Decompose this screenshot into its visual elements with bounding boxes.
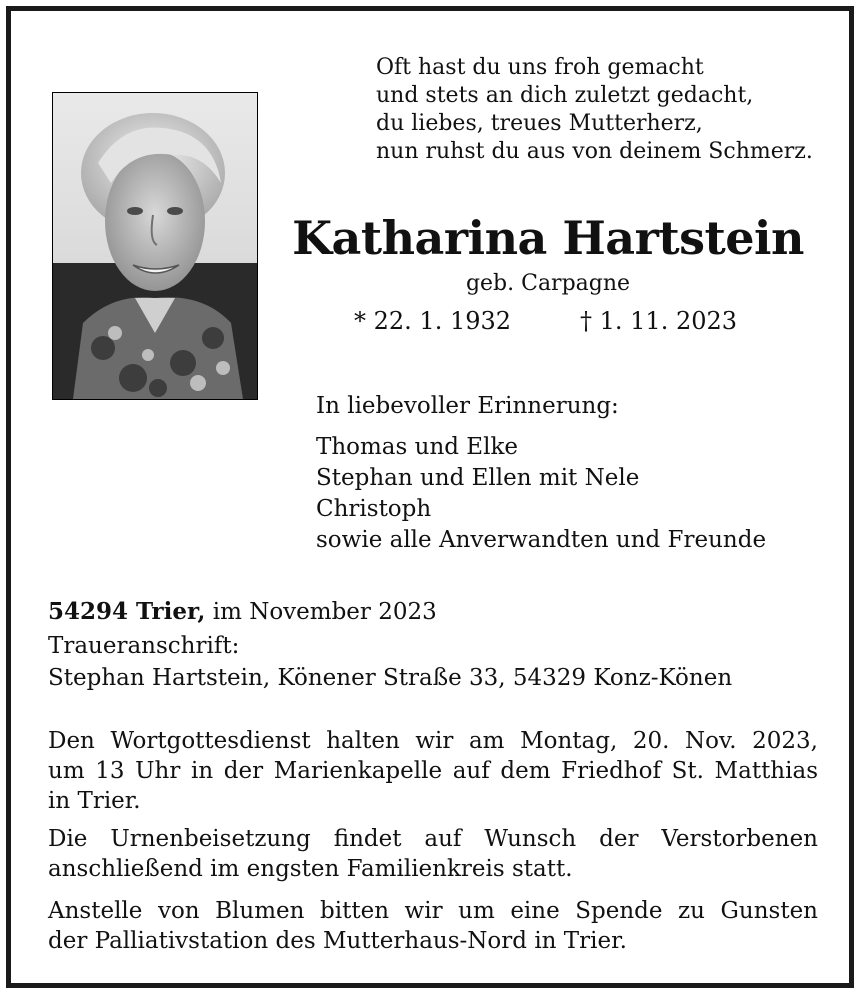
- paragraph-line: Den Wortgottesdienst halten wir am Montag, 20. Nov. 2023,: [48, 728, 818, 754]
- portrait-photo: [52, 92, 258, 400]
- poem: [376, 54, 813, 166]
- paragraph-line: der Palliativstation des Mutterhaus-Nord in Trier.: [48, 928, 627, 954]
- death-date: † 1. 11. 2023: [580, 307, 738, 335]
- mourner-entry: Thomas und Elke: [316, 434, 518, 460]
- place-date: im November 2023: [212, 599, 437, 625]
- poem-line: und stets an dich zuletzt gedacht,: [376, 83, 754, 108]
- poem-line: Oft hast du uns froh gemacht: [376, 55, 704, 80]
- birth-name: geb. Carpagne: [465, 271, 631, 296]
- birth-date: * 22. 1. 1932: [354, 307, 512, 335]
- paragraph-line: um 13 Uhr in der Marienkapelle auf dem Friedhof St. Matthias: [48, 758, 818, 784]
- place-city: 54294 Trier,: [48, 598, 206, 625]
- address-label: Traueranschrift:: [48, 633, 240, 659]
- place-date-line: [48, 596, 437, 628]
- burial-paragraph: [48, 824, 818, 884]
- poem-line: nun ruhst du aus von deinem Schmerz.: [376, 139, 813, 164]
- mourner-list: [316, 432, 766, 556]
- mourner-entry: Christoph: [316, 496, 432, 522]
- mourner-entry: sowie alle Anverwandten und Freunde: [316, 527, 767, 553]
- service-paragraph: [48, 726, 818, 816]
- paragraph-line: Anstelle von Blumen bitten wir um eine Spende zu Gunsten: [48, 898, 818, 924]
- mourning-address: Stephan Hartstein, Könener Straße 33, 54329 Konz-Könen: [48, 665, 733, 691]
- deceased-name: Katharina Hartstein: [292, 211, 804, 265]
- portrait-image: [53, 93, 257, 399]
- paragraph-line: Die Urnenbeisetzung findet auf Wunsch der Verstorbenen: [48, 826, 818, 852]
- paragraph-line: in Trier.: [48, 788, 141, 814]
- mourner-entry: Stephan und Ellen mit Nele: [316, 465, 640, 491]
- memory-heading: In liebevoller Erinnerung:: [316, 393, 619, 419]
- donation-paragraph: [48, 896, 818, 956]
- paragraph-line: anschließend im engsten Familienkreis statt.: [48, 856, 573, 882]
- poem-line: du liebes, treues Mutterherz,: [376, 111, 703, 136]
